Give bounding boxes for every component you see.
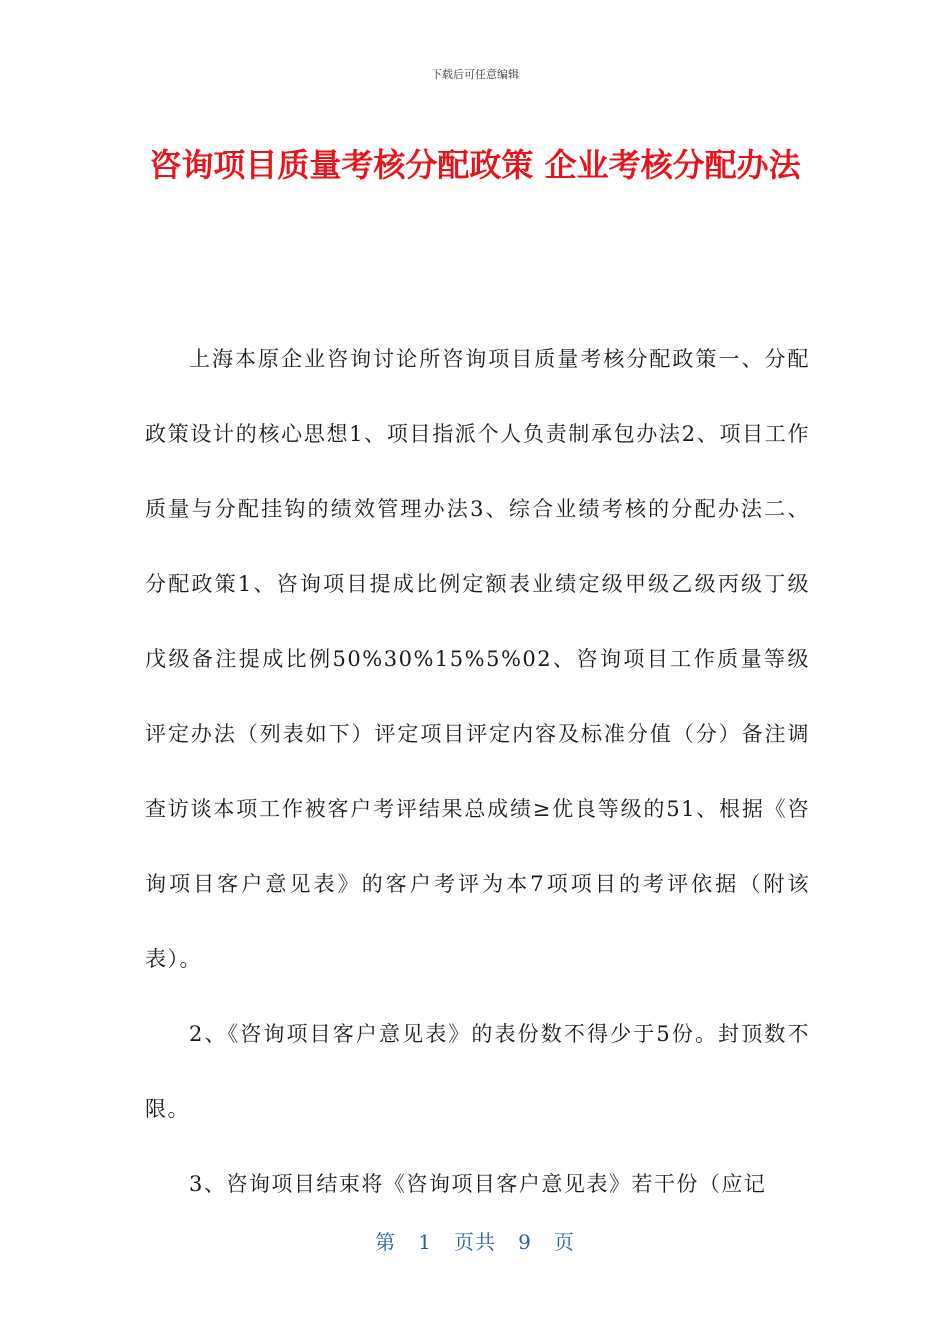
footer-prefix: 第 bbox=[375, 1230, 397, 1254]
footer-total-pages: 9 bbox=[518, 1230, 532, 1254]
paragraph-1: 上海本原企业咨询讨论所咨询项目质量考核分配政策一、分配政策设计的核心思想1、项目指派个人负责制承包办法2、项目工作质量与分配挂钩的绩效管理办法3、综合业绩考核的分配办法二、分配政策1、咨询项目提成比例定额表业绩定级甲级乙级丙级丁级戊级备注提成比例50%30%15%5%02、咨询项目工作质量等级评定办法（列表如下）评定项目评定内容及标准分值（分）备注调查访谈本项工作被客户考评结果总成绩≥优良等级的51、根据《咨询项目客户意见表》的客户考评为本7项项目的考评依据（附该表）。 bbox=[145, 347, 810, 971]
page-footer bbox=[0, 1226, 950, 1255]
header-note: 下载后可任意编辑 bbox=[431, 68, 519, 81]
document-body bbox=[145, 322, 810, 1222]
footer-current-page: 1 bbox=[418, 1230, 432, 1254]
footer-mid: 页共 bbox=[454, 1230, 496, 1254]
document-title: 咨询项目质量考核分配政策 企业考核分配办法 bbox=[149, 146, 801, 184]
paragraph-2: 2、《咨询项目客户意见表》的表份数不得少于5份。封顶数不限。 bbox=[145, 1022, 810, 1121]
footer-suffix: 页 bbox=[553, 1230, 575, 1254]
paragraph-3: 3、咨询项目结束将《咨询项目客户意见表》若干份（应记 bbox=[189, 1172, 767, 1196]
